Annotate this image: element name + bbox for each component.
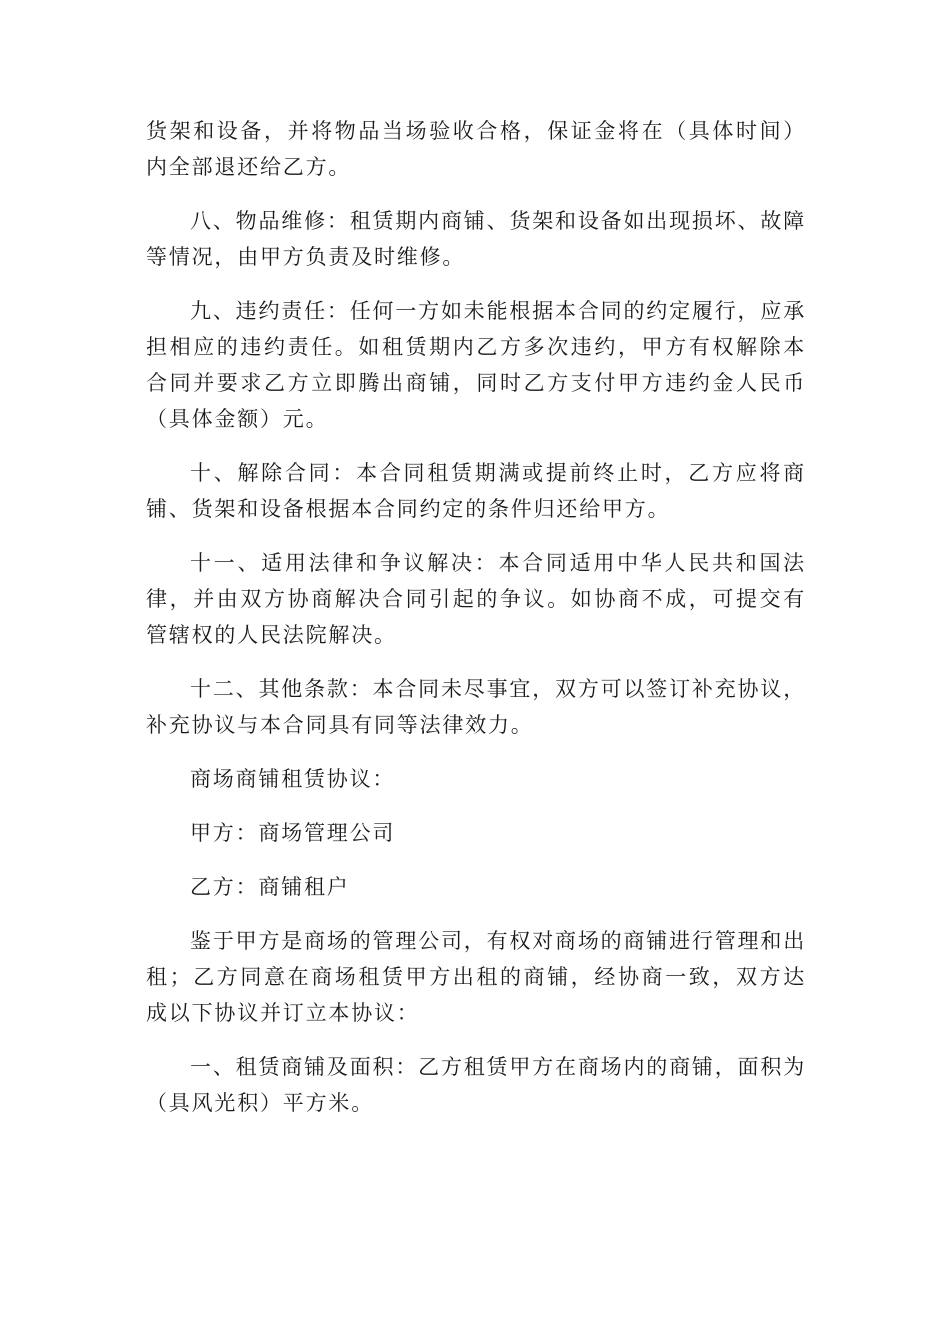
paragraph-deposit-refund: 货架和设备，并将物品当场验收合格，保证金将在（具体时间）内全部退还给乙方。 [146,119,806,179]
agreement-title: 商场商铺租赁协议： [190,767,396,791]
paragraph-preamble: 鉴于甲方是商场的管理公司，有权对商场的商铺进行管理和出租；乙方同意在商场租赁甲方出租的商铺，经协商一致，双方达成以下协议并订立本协议： [146,929,806,1025]
document-body [146,113,806,1139]
paragraph-clause-8-maintenance: 八、物品维修：租赁期内商铺、货架和设备如出现损坏、故障等情况，由甲方负责及时维修。 [146,209,806,269]
paragraph-clause-9-liability: 九、违约责任：任何一方如未能根据本合同的约定履行，应承担相应的违约责任。如租赁期内乙方多次违约，甲方有权解除本合同并要求乙方立即腾出商铺，同时乙方支付甲方违约金人民币（具体金额）元。 [146,299,806,431]
paragraph-clause-11-law: 十一、适用法律和争议解决：本合同适用中华人民共和国法律，并由双方协商解决合同引起的争议。如协商不成，可提交有管辖权的人民法院解决。 [146,551,806,647]
paragraph-clause-10-termination: 十、解除合同：本合同租赁期满或提前终止时，乙方应将商铺、货架和设备根据本合同约定的条件归还给甲方。 [146,461,806,521]
party-b: 乙方：商铺租户 [190,875,350,899]
paragraph-clause-1-area: 一、租赁商铺及面积：乙方租赁甲方在商场内的商铺，面积为（具风光积）平方米。 [146,1055,806,1115]
paragraph-clause-12-other: 十二、其他条款：本合同未尽事宜，双方可以签订补充协议，补充协议与本合同具有同等法律效力。 [146,677,806,737]
party-a: 甲方：商场管理公司 [190,821,396,845]
